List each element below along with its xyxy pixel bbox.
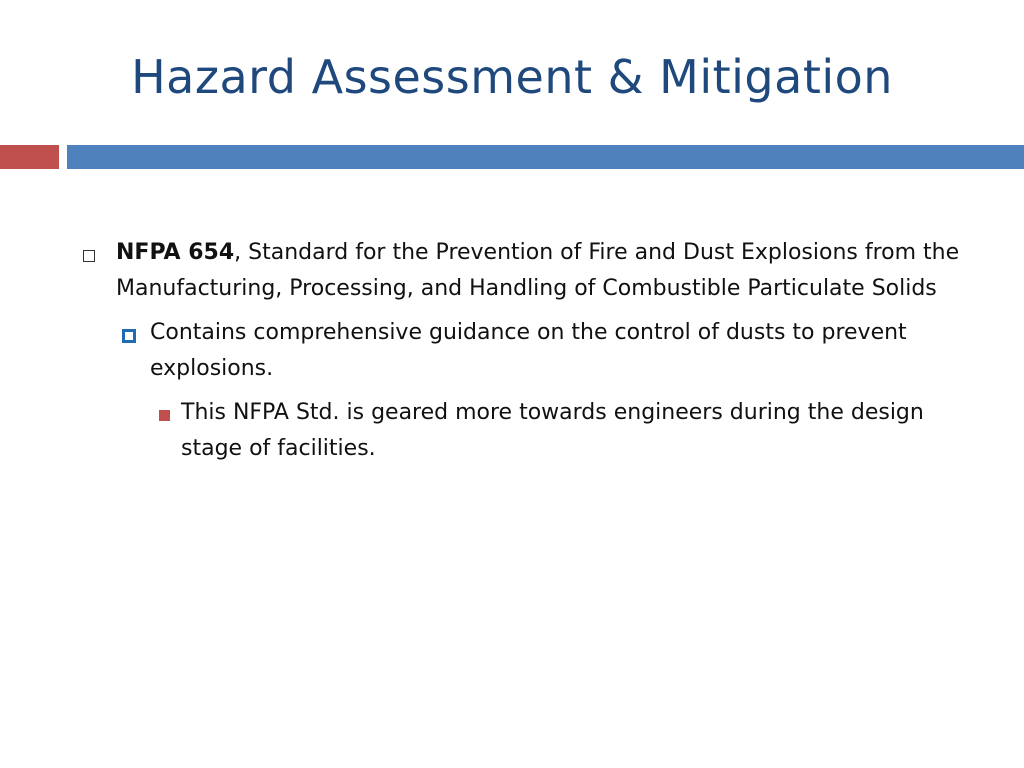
hollow-square-bullet-icon: [83, 250, 95, 262]
boxed-square-bullet-icon: [122, 329, 136, 343]
slide-title: Hazard Assessment & Mitigation: [131, 50, 893, 104]
standard-description: , Standard for the Prevention of Fire and Dust Explosions from the Manufacturing, Processing, and Handling of Combustible Particulate Solids: [116, 240, 960, 301]
bullet-item-level-3: [150, 395, 960, 467]
bullet-item-level-1: [80, 235, 960, 307]
title-divider-blue: [67, 145, 1024, 169]
filled-square-bullet-icon: [159, 410, 170, 421]
audience-note-text: This NFPA Std. is geared more towards engineers during the design stage of facilities.: [181, 400, 924, 461]
bullet-item-level-2: [116, 315, 960, 387]
guidance-text: Contains comprehensive guidance on the control of dusts to prevent explosions.: [150, 320, 907, 381]
slide-content: [80, 235, 960, 467]
title-divider-red: [0, 145, 59, 169]
standard-name: NFPA 654: [116, 240, 235, 265]
